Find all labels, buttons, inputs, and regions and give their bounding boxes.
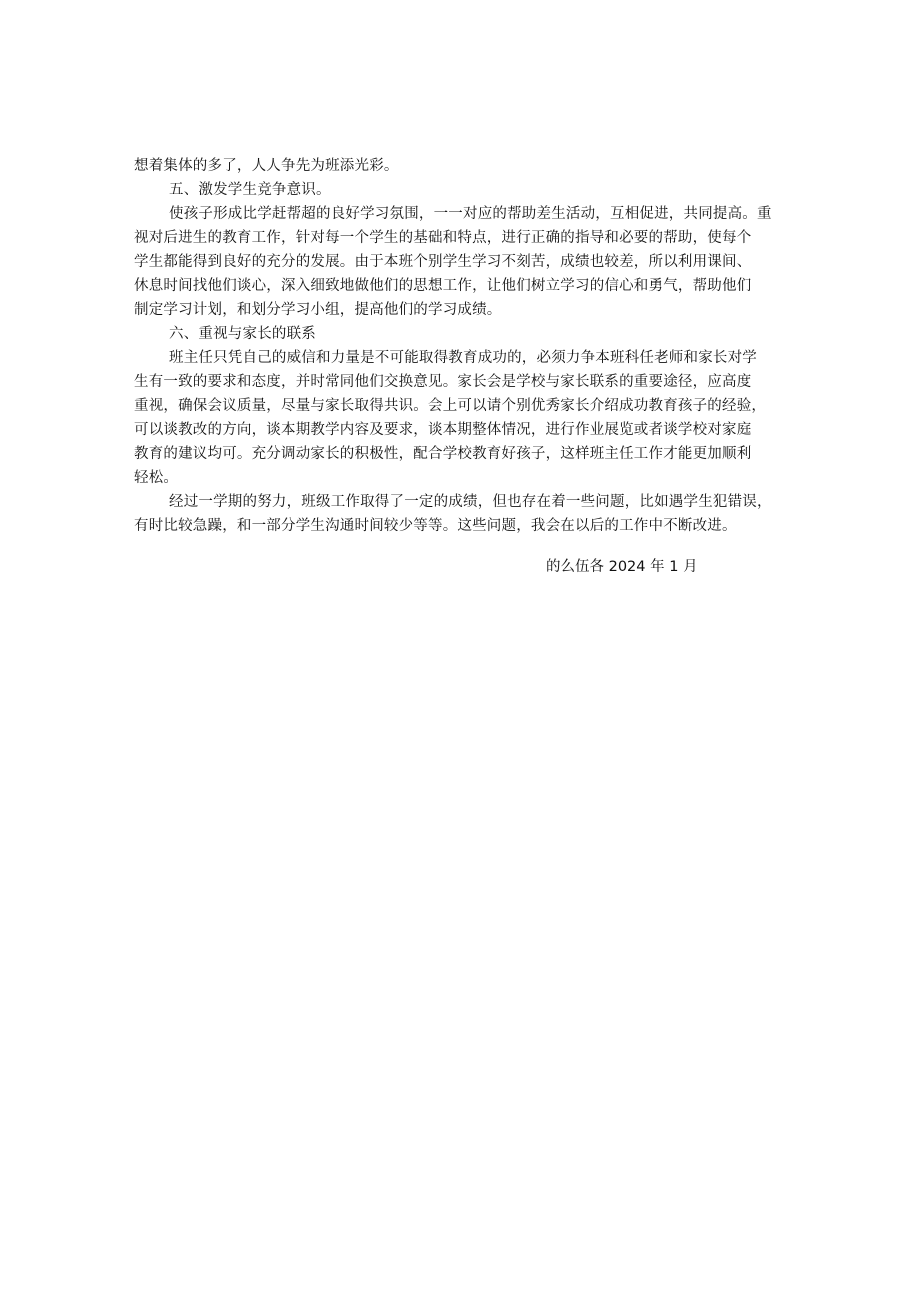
body-text-line: 教育的建议均可。充分调动家长的积极性，配合学校教育好孩子，这样班主任工作才能更加顺利 [134,446,752,462]
signature-date: 的么伍各 2024 年 1 月 [546,559,698,575]
body-text-line: 休息时间找他们谈心，深入细致地做他们的思想工作，让他们树立学习的信心和勇气，帮助他们 [134,278,752,294]
body-text-line: 轻松。 [134,470,179,486]
body-text-line: 使孩子形成比学赶帮超的良好学习氛围，一一对应的帮助差生活动，互相促进，共同提高。重 [169,206,772,222]
document-body [134,154,791,538]
body-text-line: 可以谈教改的方向，谈本期教学内容及要求，谈本期整体情况，进行作业展览或者谈学校对家庭 [134,422,752,438]
body-text-line: 有时比较急躁，和一部分学生沟通时间较少等等。这些问题，我会在以后的工作中不断改进。 [134,518,737,534]
section-heading-5: 五、激发学生竞争意识。 [169,182,331,198]
body-text-line: 视对后进生的教育工作，针对每一个学生的基础和特点，进行正确的指导和必要的帮助，使每个 [134,230,752,246]
body-text-line: 经过一学期的努力，班级工作取得了一定的成绩，但也存在着一些问题，比如遇学生犯错误， [169,494,772,510]
body-text-line: 重视，确保会议质量，尽量与家长取得共识。会上可以请个别优秀家长介绍成功教育孩子的经验， [134,398,767,414]
section-heading-6: 六、重视与家长的联系 [169,326,316,342]
body-text-line: 生有一致的要求和态度，并时常同他们交换意见。家长会是学校与家长联系的重要途径，应高度 [134,374,752,390]
body-text-line: 班主任只凭自己的威信和力量是不可能取得教育成功的，必须力争本班科任老师和家长对学 [169,350,757,366]
body-text-line: 制定学习计划，和划分学习小组，提高他们的学习成绩。 [134,302,502,318]
body-text-line: 想着集体的多了，人人争先为班添光彩。 [134,158,399,174]
body-text-line: 学生都能得到良好的充分的发展。由于本班个别学生学习不刻苦，成绩也较差，所以利用课间、 [134,254,752,270]
